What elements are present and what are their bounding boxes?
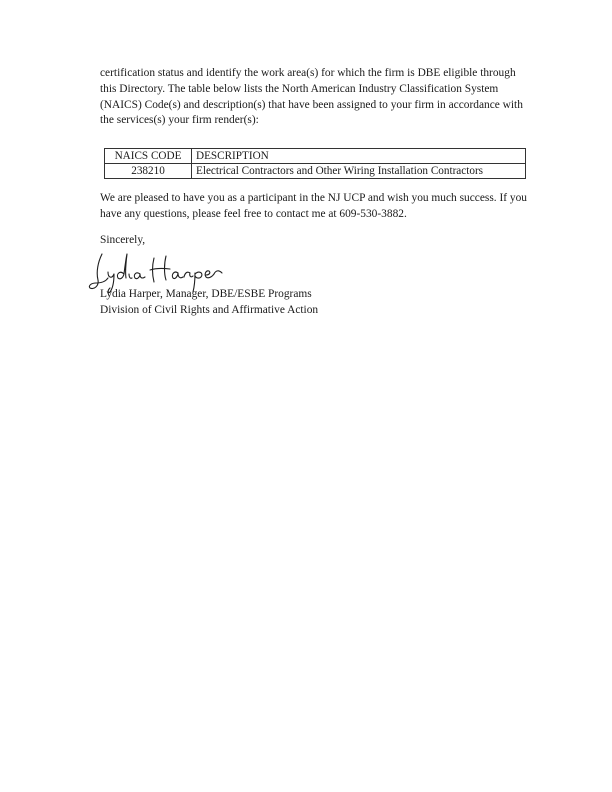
salutation: Sincerely, <box>100 234 146 246</box>
naics-table-container <box>104 148 526 179</box>
cell-description: Electrical Contractors and Other Wiring Installation Contractors <box>192 164 526 179</box>
intro-text: certification status and identify the work area(s) for which the firm is DBE eligible through this Directory. The table below lists the North American Industry Classification System (NAICS) Code(s) and description(s) that have been assigned to your firm in accordance with the services(s) your firm render(s): <box>100 67 523 127</box>
signer-title: Lydia Harper, Manager, DBE/ESBE Programs <box>100 288 312 300</box>
signer-block <box>100 287 318 319</box>
naics-table <box>104 148 526 179</box>
intro-paragraph <box>100 66 530 129</box>
header-description: DESCRIPTION <box>192 149 526 164</box>
closing-text: We are pleased to have you as a participant in the NJ UCP and wish you much success. If you have any questions, please feel free to contact me at 609-530-3882. <box>100 192 527 220</box>
closing-paragraph <box>100 191 530 223</box>
signer-division: Division of Civil Rights and Affirmative Action <box>100 303 319 316</box>
cell-naics-code: 238210 <box>105 164 192 179</box>
table-row <box>105 164 526 179</box>
table-header-row <box>105 149 526 164</box>
header-naics-code: NAICS CODE <box>105 149 192 164</box>
